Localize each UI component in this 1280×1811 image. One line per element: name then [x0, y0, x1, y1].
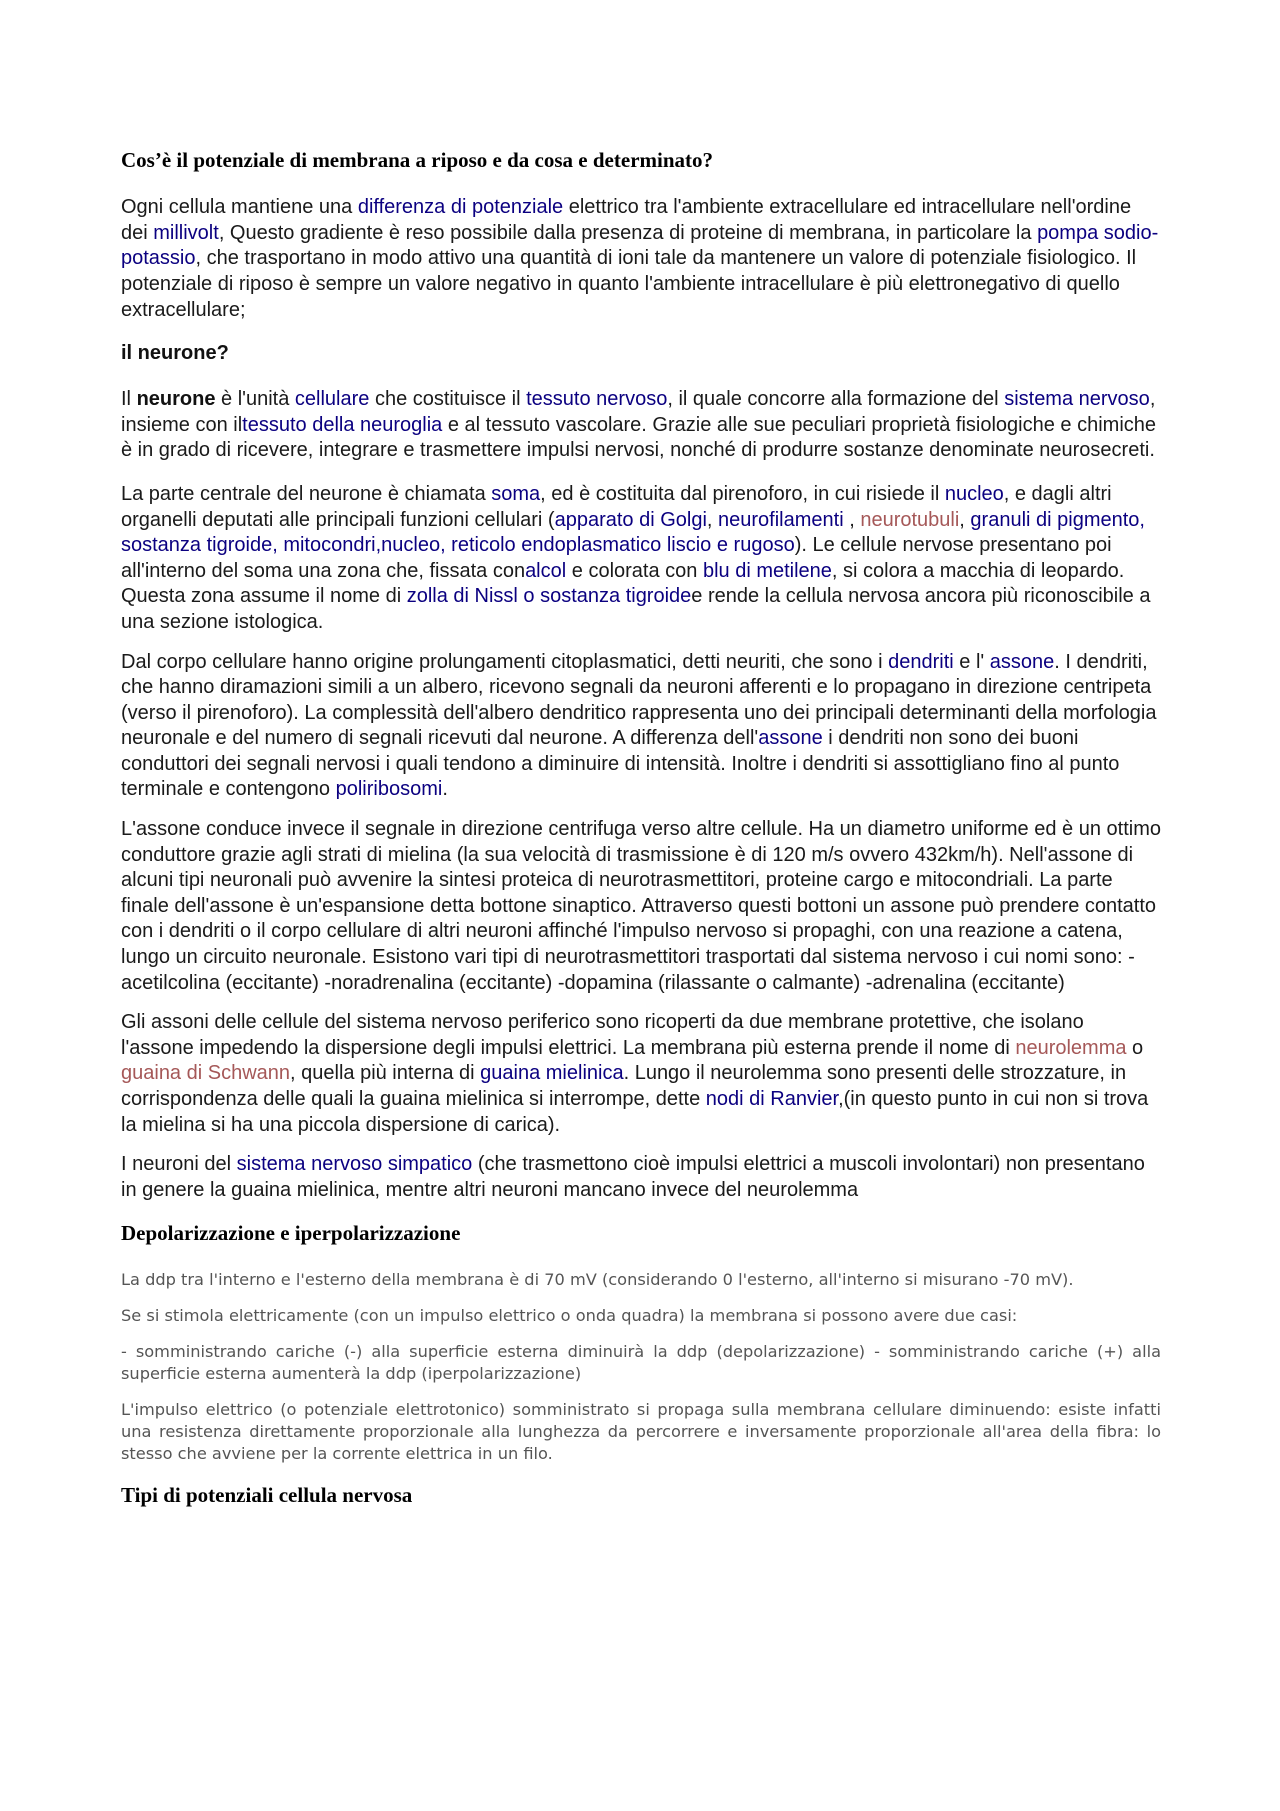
heading-neuron: il neurone? [121, 342, 229, 365]
heading-membrane-potential: Cos’è il potenziale di membrana a riposo e da cosa e determinato? [121, 148, 714, 172]
wiki-link[interactable]: granuli di pigmento, sostanza tigroide, mitocondri,nucleo, reticolo endoplasmatico liscio e rugoso [121, 508, 1145, 557]
wiki-link[interactable]: apparato di Golgi [554, 508, 707, 531]
heading-potential-types: Tipi di potenziali cellula nervosa [121, 1482, 413, 1507]
paragraph-axon: L'assone conduce invece il segnale in direzione centrifuga verso altre cellule. Ha un diametro uniforme ed è un ottimo conduttore grazie agli strati di mielina (la sua velocità di trasmissione è di 120 m/s ovvero 432km/h). Nell'assone di alcuni tipi neuronali può avvenire la sintesi proteica di neurotrasmettitori, proteine cargo e mitocondriali. La parte finale dell'assone è un'espansione detta bottone sinaptico. Attraverso questi bottoni un assone può prendere contatto con i dendriti o il corpo cellulare di altri neuroni affinché l'impulso nervoso si propaghi, con una reazione a catena, lungo un circuito neuronale. Esistono vari tipi di neurotrasmettitori trasportati dal sistema nervoso i cui nomi sono: -acetilcolina (eccitante) -noradrenalina (eccitante) -dopamina (rilassante o calmante) -adrenalina (eccitante) [121, 818, 1161, 994]
wiki-link[interactable]: cellulare [294, 388, 370, 411]
paragraph-ddp: La ddp tra l'interno e l'esterno della membrana è di 70 mV (considerando 0 l'esterno, all'interno si misurano -70 mV). [121, 1269, 1074, 1289]
wiki-link[interactable]: millivolt [153, 221, 219, 244]
wiki-link[interactable]: pompa sodio-potassio [121, 221, 1159, 270]
wiki-link[interactable]: blu di metilene [702, 559, 832, 582]
wiki-link[interactable]: neurofilamenti [718, 508, 844, 531]
wiki-link[interactable]: alcol [525, 559, 567, 582]
wiki-link[interactable]: sistema nervoso simpatico [236, 1153, 473, 1176]
wiki-link[interactable]: guaina mielinica [480, 1062, 624, 1085]
paragraph-stimulation: Se si stimola elettricamente (con un impulso elettrico o onda quadra) la membrana si possono avere due casi: [121, 1305, 1018, 1325]
missing-link[interactable]: neurotubuli [860, 508, 960, 531]
paragraph-charges: - somministrando cariche (-) alla superficie esterna diminuirà la ddp (depolarizzazione) - somministrando cariche (+) alla superficie esterna aumenterà la ddp (iperpolarizzazione) [121, 1341, 1161, 1383]
heading-depolarization: Depolarizzazione e iperpolarizzazione [121, 1221, 461, 1246]
missing-link[interactable]: guaina di Schwann [121, 1062, 291, 1085]
wiki-link[interactable]: differenza di potenziale [357, 196, 564, 219]
wiki-link[interactable]: sistema nervoso [1004, 388, 1150, 411]
wiki-link[interactable]: assone [758, 727, 823, 750]
wiki-link[interactable]: assone [989, 650, 1055, 673]
paragraph-dendrites: Dal corpo cellulare hanno origine prolungamenti citoplasmatici, detti neuriti, che sono i dendriti e l' assone. I dendriti, che hanno diramazioni simili a un albero, ricevono segnali da neuroni afferenti e lo propagano in direzione centripeta (verso il pirenoforo). La complessità dell'albero dendritico rappresenta uno dei principali determinanti della morfologia neuronale e del numero di segnali ricevuti dal neurone. A differenza dell'assone i dendriti non sono dei buoni conduttori dei segnali nervosi i quali tendono a diminuire di intensità. Inoltre i dendriti si assottigliano fino al punto terminale e contengono poliribosomi. [121, 650, 1157, 801]
wiki-link[interactable]: nodi di Ranvier [705, 1088, 839, 1110]
bold-term: neurone [136, 388, 216, 411]
paragraph-soma: La parte centrale del neurone è chiamata soma, ed è costituita dal pirenoforo, in cui risiede il nucleo, e dagli altri organelli deputati alle principali funzioni cellulari (apparato di Golgi, neurofilamenti , neurotubuli, granuli di pigmento, sostanza tigroide, mitocondri,nucleo, reticolo endoplasmatico liscio e rugoso). Le cellule nervose presentano poi all'interno del soma una zona che, fissata conalcol e colorata con blu di metilene, si colora a macchia di leopardo. Questa zona assume il nome di zolla di Nissl o sostanza tigroidee rende la cellula nervosa ancora più riconoscibile a una sezione istologica. [121, 482, 1151, 633]
missing-link[interactable]: neurolemma [1015, 1036, 1127, 1059]
wiki-link[interactable]: soma [491, 482, 541, 505]
wiki-link[interactable]: nucleo [944, 482, 1004, 505]
wiki-link[interactable]: zolla di Nissl o sostanza tigroide [406, 585, 692, 608]
paragraph-sympathetic: I neuroni del sistema nervoso simpatico (che trasmettono cioè impulsi elettrici a muscoli involontari) non presentano in genere la guaina mielinica, mentre altri neuroni mancano invece del neurolemma [121, 1153, 1145, 1201]
wiki-link[interactable]: dendriti [888, 650, 954, 673]
wiki-link[interactable]: tessuto nervoso [526, 388, 668, 411]
paragraph-membrane-potential: Ogni cellula mantiene una differenza di potenziale elettrico tra l'ambiente extracellulare ed intracellulare nell'ordine dei millivolt, Questo gradiente è reso possibile dalla presenza di proteine di membrana, in particolare la pompa sodio-potassio, che trasportano in modo attivo una quantità di ioni tale da mantenere un valore di potenziale fisiologico. Il potenziale di riposo è sempre un valore negativo in quanto l'ambiente intracellulare è più elettronegativo di quello extracellulare; [121, 196, 1159, 321]
wiki-link[interactable]: poliribosomi [335, 778, 443, 801]
document-page [121, 148, 1161, 1508]
wiki-link[interactable]: tessuto della neuroglia [242, 413, 443, 436]
paragraph-myelin: Gli assoni delle cellule del sistema nervoso periferico sono ricoperti da due membrane protettive, che isolano l'assone impedendo la dispersione degli impulsi elettrici. La membrana più esterna prende il nome di neurolemma o guaina di Schwann, quella più interna di guaina mielinica. Lungo il neurolemma sono presenti delle strozzature, in corrispondenza delle quali la guaina mielinica si interrompe, dette nodi di Ranvier,(in questo punto in cui non si trova la mielina si ha una piccola dispersione di carica). [121, 1011, 1149, 1136]
paragraph-electrotonic: L'impulso elettrico (o potenziale elettrotonico) somministrato si propaga sulla membrana cellulare diminuendo: esiste infatti una resistenza direttamente proporzionale alla lunghezza da percorrere e inversamente proporzionale all'area della fibra: lo stesso che avviene per la corrente elettrica in un filo. [121, 1399, 1161, 1463]
paragraph-neuron-intro: Il neurone è l'unità cellulare che costituisce il tessuto nervoso, il quale concorre alla formazione del sistema nervoso, insieme con iltessuto della neuroglia e al tessuto vascolare. Grazie alle sue peculiari proprietà fisiologiche e chimiche è in grado di ricevere, integrare e trasmettere impulsi nervosi, nonché di produrre sostanze denominate neurosecreti. [121, 388, 1157, 462]
